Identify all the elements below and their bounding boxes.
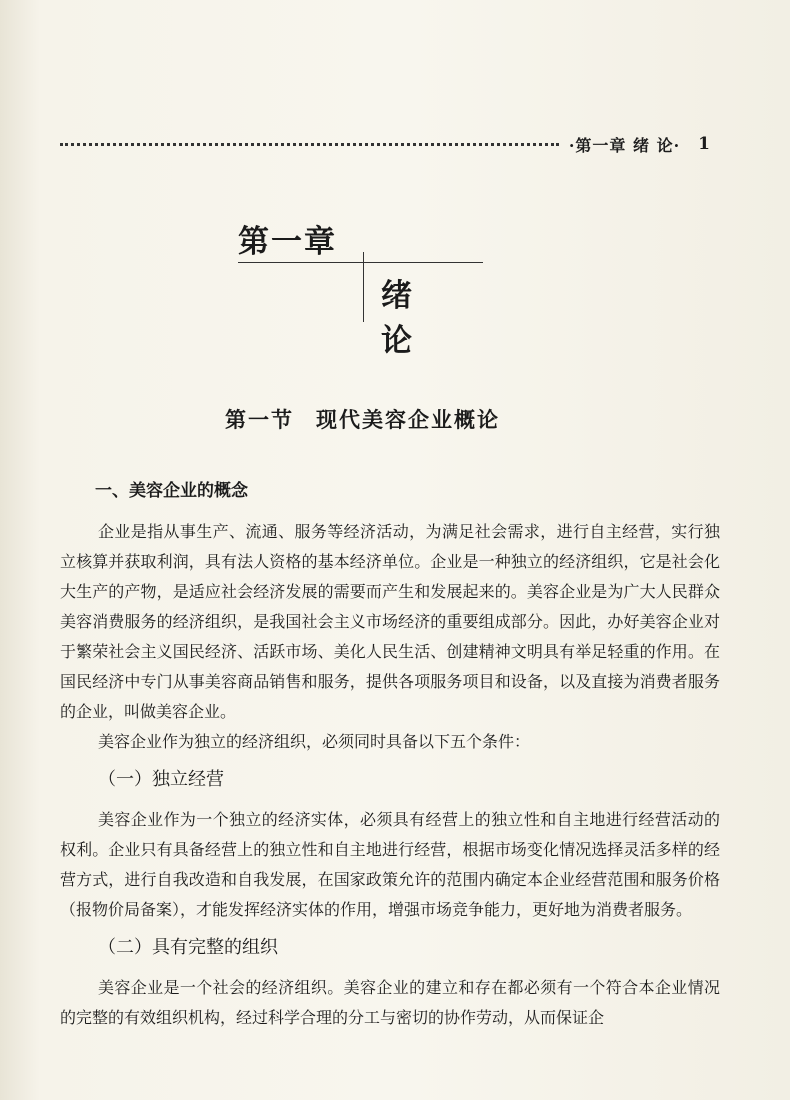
paragraph-2: 美容企业作为独立的经济组织，必须同时具备以下五个条件：: [98, 732, 531, 751]
chapter-label: 第一章: [238, 224, 337, 260]
header-chapter-text: ·第一章 绪 论·: [568, 135, 681, 155]
paragraph-3: 美容企业作为一个独立的经济实体，必须具有经营上的独立性和自主地进行经营活动的权利。企业只有具备经营上的独立性和自主地进行经营，根据市场变化情况选择灵活多样的经营方式，进行自我改造和自我发展，在国家政策允许的范围内确定本企业经营范围和服务价格（报物价局备案），才能发挥经济实体的作用，增强市场竞争能力，更好地为消费者服务。: [60, 810, 720, 919]
chapter-vertical-rule: [363, 252, 364, 322]
heading-concept: 一、美容企业的概念: [95, 481, 248, 501]
page-number: 1: [698, 134, 710, 154]
running-header: [60, 132, 710, 156]
paragraph-1: 企业是指从事生产、流通、服务等经济活动，为满足社会需求，进行自主经营，实行独立核算并获取利润，具有法人资格的基本经济单位。企业是一种独立的经济组织，它是社会化大生产的产物，是适应社会经济发展的需要而产生和发展起来的。美容企业是为广大人民群众美容消费服务的经济组织，是我国社会主义市场经济的重要组成部分。因此，办好美容企业对于繁荣社会主义国民经济、活跃市场、美化人民生活、创建精神文明具有举足轻重的作用。在国民经济中专门从事美容商品销售和服务，提供各项服务项目和设备，以及直接为消费者服务的企业，叫做美容企业。: [60, 522, 720, 721]
chapter-heading-block: [238, 216, 488, 359]
paragraph-4: 美容企业是一个社会的经济组织。美容企业的建立和存在都必须有一个符合本企业情况的完整的有效组织机构，经过科学合理的分工与密切的协作劳动，从而保证企: [60, 978, 720, 1027]
section-title: [225, 404, 500, 434]
section-title-text: 现代美容企业概论: [316, 407, 500, 432]
heading-independent-operation: （一）独立经营: [98, 769, 224, 790]
chapter-horizontal-rule: [238, 262, 483, 263]
heading-complete-organization: （二）具有完整的组织: [98, 937, 278, 958]
chapter-name: 绪论: [381, 278, 452, 359]
header-dot-leader: [60, 143, 559, 146]
body-content: [60, 479, 720, 1033]
section-number: 第一节: [225, 407, 294, 432]
